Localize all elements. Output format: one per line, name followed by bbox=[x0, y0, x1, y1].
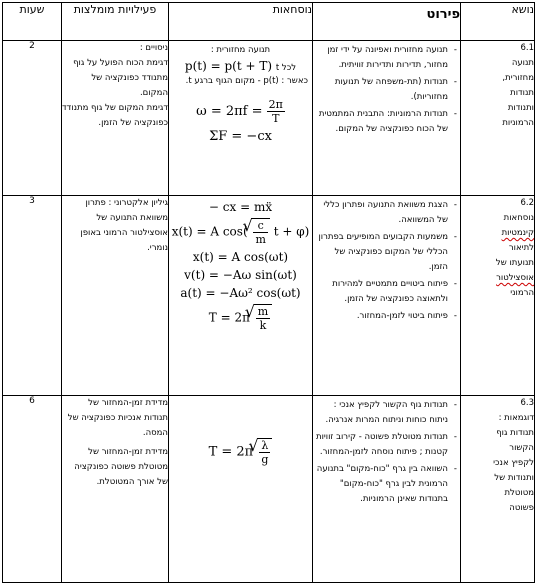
formula-period-spring: T = 2π √ $\frac{m}{k}$ bbox=[169, 304, 312, 332]
header-row bbox=[3, 3, 535, 41]
formula-caption: תנועה מחזורית : bbox=[210, 45, 271, 55]
activity-item: דגימת המקום של גוף מתנודד כפונקציה של הזמן. bbox=[62, 103, 168, 128]
formula-position: x(t) = A cos(ωt) bbox=[192, 250, 289, 264]
topic-line: נוסחאות bbox=[503, 213, 534, 223]
topic-cell bbox=[461, 41, 535, 196]
topic-line: לתיאור bbox=[508, 243, 534, 253]
formula-omega: ω = 2πf = $\frac{2\pi}{T}$ bbox=[196, 98, 283, 125]
topic-line: אוסצילטור bbox=[496, 273, 534, 283]
formula-caption: כאשר : p(t) - מקום הגוף ברגע t. bbox=[185, 76, 308, 86]
formula-force: ΣF = −cx bbox=[209, 129, 272, 144]
formula-period-pendulum: T = 2π √ $\frac{\lambda}{g}$ bbox=[169, 438, 312, 466]
topic-line: לקפיץ אנכי bbox=[493, 458, 534, 468]
activities-cell bbox=[62, 396, 169, 583]
activity-item: גיליון אלקטרוני : פתרון משוואת התנועה של אוסצילטור הרמוני באופן נומרי. bbox=[80, 198, 168, 253]
details-cell bbox=[313, 396, 461, 583]
topic-line: ותנודות של bbox=[494, 473, 534, 483]
syllabus-table bbox=[2, 2, 535, 583]
formula-velocity: v(t) = −Aω sin(ωt) bbox=[184, 268, 297, 282]
header-topic: נושא bbox=[461, 3, 535, 41]
formula-periodic: p(t) = p(t + T) t לכל bbox=[184, 59, 297, 73]
details-cell bbox=[313, 41, 461, 196]
detail-item: - תנודות (תת-משפחה של תנועות מחזוריות). bbox=[315, 75, 448, 105]
formulas-cell bbox=[169, 196, 313, 396]
topic-line: מטוטלת bbox=[504, 488, 534, 498]
formula-motion-equation: − cx = mẍ bbox=[208, 200, 273, 214]
topic-line: דוגמאות : bbox=[498, 413, 534, 423]
detail-item: - תנועה מחזורית ואפיונה על ידי זמן מחזור, תדירות ותדירות זוויתית. bbox=[315, 43, 448, 73]
table-row bbox=[3, 196, 535, 396]
topic-line: תנועתו של bbox=[495, 258, 534, 268]
topic-cell bbox=[461, 396, 535, 583]
header-activities: פעילויות מומלצות bbox=[62, 3, 169, 41]
topic-line: הקשור bbox=[509, 443, 534, 453]
topic-line: הרמוני bbox=[510, 288, 534, 298]
activities-cell bbox=[62, 196, 169, 396]
details-cell bbox=[313, 196, 461, 396]
detail-item: - תנודות הרמוניות: התבנית המתמטית של הכוח כפונקציה של המקום. bbox=[315, 107, 448, 137]
activity-item: ניסויים : bbox=[139, 43, 168, 53]
hours-cell: 2 bbox=[3, 41, 62, 196]
topic-line: קינמטיות bbox=[501, 228, 534, 238]
topic-line: תנודות גוף bbox=[496, 428, 534, 438]
topic-line: תנודות bbox=[510, 88, 534, 98]
topic-number: 6.3 bbox=[520, 398, 534, 408]
topic-line: הרמוניות bbox=[502, 118, 534, 128]
topic-line: תנועה bbox=[511, 58, 534, 68]
activity-item: מדידת זמן-המחזור של תנודות אנכיות כפונקציה של המסה. bbox=[67, 398, 168, 438]
formula-general-solution: x(t) = A cos( √ $\frac{c}{m}$ t + φ) bbox=[169, 218, 312, 246]
topic-line: מחזורית, bbox=[502, 73, 534, 83]
detail-item: - פיתוח ביטויים מתמטיים למהירות ולתאוצה כפונקציה של הזמן. bbox=[315, 277, 448, 307]
activities-cell bbox=[62, 41, 169, 196]
topic-line: פשוטה bbox=[509, 503, 534, 513]
formulas-cell bbox=[169, 41, 313, 196]
detail-item: - תנודות גוף הקשור לקפיץ אנכי : ניתוח כוחות וניתוח המרות אנרגיה. bbox=[315, 398, 448, 428]
topic-number: 6.1 bbox=[520, 43, 534, 53]
topic-cell bbox=[461, 196, 535, 396]
detail-item: - תנודות מטוטלת פשוטה - קירוב זוויות קטנות ; פיתוח נוסחה לזמן-המחזור. bbox=[315, 430, 448, 460]
header-details bbox=[313, 3, 461, 41]
hours-cell: 3 bbox=[3, 196, 62, 396]
detail-item: - משמעות הקבועים המופיעים בפתרון הכללי של המקום כפונקציה של הזמן. bbox=[315, 230, 448, 275]
formulas-cell bbox=[169, 396, 313, 583]
detail-item: - השוואה בין גרף "כוח-מקום" בתנועה הרמונית לבין גרף "כוח-מקום" בתנודות שאינן הרמוניות. bbox=[315, 462, 448, 507]
activity-item: דגימת הכוח הפועל על גוף מתנודד כפונקציה של המקום. bbox=[73, 58, 168, 98]
table-row bbox=[3, 396, 535, 583]
detail-item: - פיתוח ביטוי לזמן-המחזור. bbox=[315, 309, 448, 324]
header-details-label: פירוט bbox=[426, 7, 460, 22]
activity-item: מדידת זמן-המחזור של מטוטלת פשוטה כפונקציה של אורך המטוטלת. bbox=[74, 447, 168, 487]
header-hours: שעות bbox=[3, 3, 62, 41]
header-formulas: נוסחאות bbox=[169, 3, 313, 41]
detail-item: - הצגת משוואת התנועה ופתרון כללי של המשוואה. bbox=[315, 198, 448, 228]
hours-cell: 6 bbox=[3, 396, 62, 583]
formula-acceleration: a(t) = −Aω² cos(ωt) bbox=[180, 286, 301, 300]
topic-number: 6.2 bbox=[520, 198, 534, 208]
topic-line: ותנודות bbox=[507, 103, 534, 113]
table-row bbox=[3, 41, 535, 196]
